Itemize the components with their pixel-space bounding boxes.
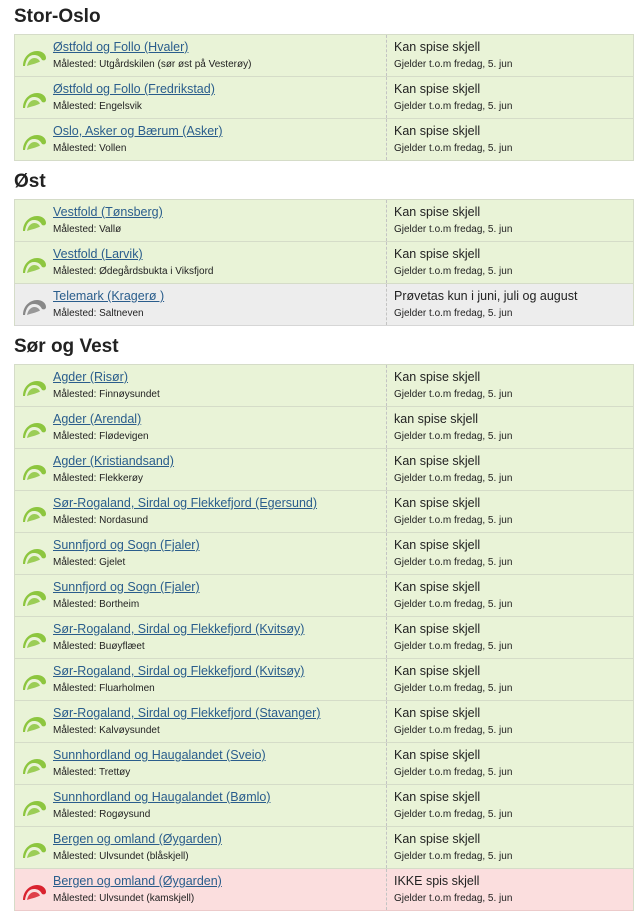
status-cell	[387, 77, 633, 118]
place-link[interactable]: Agder (Risør)	[53, 370, 129, 384]
status-icon-cell	[15, 743, 53, 784]
status-cell	[387, 743, 633, 784]
location-row	[15, 743, 633, 785]
valid-until: Gjelder t.o.m fredag, 5. jun	[394, 599, 513, 610]
status-cell	[387, 575, 633, 616]
place-cell	[53, 284, 387, 325]
measuring-site: Målested: Utgårdskilen (sør øst på Vesterøy)	[53, 59, 252, 70]
region-section	[0, 330, 640, 911]
status-cell	[387, 785, 633, 826]
mussel-icon	[21, 841, 47, 859]
status-icon-cell	[15, 617, 53, 658]
valid-until: Gjelder t.o.m fredag, 5. jun	[394, 101, 513, 112]
mussel-icon	[21, 547, 47, 565]
place-link[interactable]: Sør-Rogaland, Sirdal og Flekkefjord (Kvitsøy)	[53, 622, 305, 636]
status-text: Kan spise skjell	[394, 124, 481, 138]
valid-until: Gjelder t.o.m fredag, 5. jun	[394, 851, 513, 862]
place-link[interactable]: Østfold og Follo (Hvaler)	[53, 40, 189, 54]
place-cell	[53, 743, 387, 784]
status-text: Kan spise skjell	[394, 247, 481, 261]
measuring-site: Målested: Nordasund	[53, 515, 149, 526]
mussel-icon	[21, 91, 47, 109]
mussel-icon	[21, 673, 47, 691]
location-row	[15, 701, 633, 743]
place-cell	[53, 659, 387, 700]
place-cell	[53, 533, 387, 574]
region-list	[14, 364, 634, 911]
region-section	[0, 165, 640, 326]
place-cell	[53, 785, 387, 826]
region-title: Stor-Oslo	[14, 6, 101, 27]
status-text: Kan spise skjell	[394, 664, 481, 678]
place-cell	[53, 869, 387, 910]
valid-until: Gjelder t.o.m fredag, 5. jun	[394, 515, 513, 526]
status-cell	[387, 659, 633, 700]
place-cell	[53, 449, 387, 490]
location-row	[15, 365, 633, 407]
status-text: Kan spise skjell	[394, 748, 481, 762]
location-row	[15, 200, 633, 242]
place-cell	[53, 617, 387, 658]
status-icon-cell	[15, 827, 53, 868]
place-link[interactable]: Oslo, Asker og Bærum (Asker)	[53, 124, 223, 138]
status-text: Kan spise skjell	[394, 832, 481, 846]
mussel-icon	[21, 421, 47, 439]
status-cell	[387, 869, 633, 910]
place-link[interactable]: Sør-Rogaland, Sirdal og Flekkefjord (Stavanger)	[53, 706, 321, 720]
measuring-site: Målested: Flekkerøy	[53, 473, 144, 484]
place-link[interactable]: Vestfold (Larvik)	[53, 247, 143, 261]
valid-until: Gjelder t.o.m fredag, 5. jun	[394, 683, 513, 694]
place-link[interactable]: Sør-Rogaland, Sirdal og Flekkefjord (Egersund)	[53, 496, 318, 510]
valid-until: Gjelder t.o.m fredag, 5. jun	[394, 809, 513, 820]
status-icon-cell	[15, 407, 53, 448]
place-link[interactable]: Bergen og omland (Øygarden)	[53, 832, 222, 846]
valid-until: Gjelder t.o.m fredag, 5. jun	[394, 725, 513, 736]
mussel-icon	[21, 589, 47, 607]
region-title: Øst	[14, 171, 46, 192]
status-icon-cell	[15, 785, 53, 826]
location-row	[15, 242, 633, 284]
place-cell	[53, 407, 387, 448]
measuring-site: Målested: Trettøy	[53, 767, 131, 778]
status-text: kan spise skjell	[394, 412, 479, 426]
location-row	[15, 869, 633, 911]
status-cell	[387, 200, 633, 241]
status-cell	[387, 617, 633, 658]
location-row	[15, 785, 633, 827]
location-row	[15, 449, 633, 491]
status-text: Kan spise skjell	[394, 205, 481, 219]
valid-until: Gjelder t.o.m fredag, 5. jun	[394, 473, 513, 484]
place-cell	[53, 701, 387, 742]
measuring-site: Målested: Bortheim	[53, 599, 140, 610]
valid-until: Gjelder t.o.m fredag, 5. jun	[394, 893, 513, 904]
measuring-site: Målested: Buøyflæet	[53, 641, 145, 652]
region-list	[14, 199, 634, 326]
place-cell	[53, 119, 387, 160]
status-text: Prøvetas kun i juni, juli og august	[394, 289, 578, 303]
status-text: Kan spise skjell	[394, 496, 481, 510]
valid-until: Gjelder t.o.m fredag, 5. jun	[394, 389, 513, 400]
mussel-icon	[21, 463, 47, 481]
status-cell	[387, 242, 633, 283]
measuring-site: Målested: Vallø	[53, 224, 122, 235]
status-cell	[387, 491, 633, 532]
mussel-icon	[21, 256, 47, 274]
status-text: Kan spise skjell	[394, 706, 481, 720]
place-cell	[53, 200, 387, 241]
status-cell	[387, 365, 633, 406]
status-text: Kan spise skjell	[394, 790, 481, 804]
measuring-site: Målested: Finnøysundet	[53, 389, 160, 400]
location-row	[15, 617, 633, 659]
place-cell	[53, 575, 387, 616]
location-row	[15, 659, 633, 701]
place-cell	[53, 491, 387, 532]
status-cell	[387, 701, 633, 742]
place-cell	[53, 365, 387, 406]
valid-until: Gjelder t.o.m fredag, 5. jun	[394, 143, 513, 154]
location-row	[15, 491, 633, 533]
measuring-site: Målested: Rogøysund	[53, 809, 151, 820]
place-link[interactable]: Sunnhordland og Haugalandet (Sveio)	[53, 748, 266, 762]
location-row	[15, 119, 633, 161]
location-row	[15, 407, 633, 449]
place-link[interactable]: Sunnfjord og Sogn (Fjaler)	[53, 538, 200, 552]
measuring-site: Målested: Kalvøysundet	[53, 725, 160, 736]
status-cell	[387, 35, 633, 76]
measuring-site: Målested: Ulvsundet (kamskjell)	[53, 893, 195, 904]
mussel-icon	[21, 631, 47, 649]
place-link[interactable]: Sunnfjord og Sogn (Fjaler)	[53, 580, 200, 594]
region-section	[0, 0, 640, 161]
status-icon-cell	[15, 449, 53, 490]
status-text: Kan spise skjell	[394, 40, 481, 54]
mussel-icon	[21, 799, 47, 817]
status-icon-cell	[15, 575, 53, 616]
place-link[interactable]: Østfold og Follo (Fredrikstad)	[53, 82, 215, 96]
status-cell	[387, 827, 633, 868]
mussel-icon	[21, 133, 47, 151]
measuring-site: Målested: Ødegårdsbukta i Viksfjord	[53, 266, 214, 277]
mussel-icon	[21, 214, 47, 232]
valid-until: Gjelder t.o.m fredag, 5. jun	[394, 266, 513, 277]
status-icon-cell	[15, 365, 53, 406]
status-cell	[387, 284, 633, 325]
region-title: Sør og Vest	[14, 336, 119, 357]
status-icon-cell	[15, 77, 53, 118]
mussel-icon	[21, 757, 47, 775]
status-icon-cell	[15, 284, 53, 325]
valid-until: Gjelder t.o.m fredag, 5. jun	[394, 431, 513, 442]
location-row	[15, 77, 633, 119]
place-link[interactable]: Vestfold (Tønsberg)	[53, 205, 163, 219]
status-text: Kan spise skjell	[394, 454, 481, 468]
valid-until: Gjelder t.o.m fredag, 5. jun	[394, 224, 513, 235]
measuring-site: Målested: Saltneven	[53, 308, 144, 319]
status-icon-cell	[15, 869, 53, 910]
location-row	[15, 827, 633, 869]
measuring-site: Målested: Flødevigen	[53, 431, 149, 442]
measuring-site: Målested: Engelsvik	[53, 101, 142, 112]
measuring-site: Målested: Gjelet	[53, 557, 126, 568]
status-icon-cell	[15, 119, 53, 160]
status-cell	[387, 407, 633, 448]
mussel-icon	[21, 505, 47, 523]
status-cell	[387, 533, 633, 574]
status-text: IKKE spis skjell	[394, 874, 480, 888]
valid-until: Gjelder t.o.m fredag, 5. jun	[394, 308, 513, 319]
mussel-icon	[21, 715, 47, 733]
status-text: Kan spise skjell	[394, 82, 481, 96]
status-icon-cell	[15, 200, 53, 241]
valid-until: Gjelder t.o.m fredag, 5. jun	[394, 557, 513, 568]
status-text: Kan spise skjell	[394, 538, 481, 552]
valid-until: Gjelder t.o.m fredag, 5. jun	[394, 641, 513, 652]
location-row	[15, 284, 633, 326]
place-cell	[53, 242, 387, 283]
mussel-icon	[21, 49, 47, 67]
place-link[interactable]: Sør-Rogaland, Sirdal og Flekkefjord (Kvitsøy)	[53, 664, 305, 678]
status-icon-cell	[15, 35, 53, 76]
mussel-icon	[21, 298, 47, 316]
status-icon-cell	[15, 701, 53, 742]
status-text: Kan spise skjell	[394, 622, 481, 636]
measuring-site: Målested: Vollen	[53, 143, 127, 154]
place-link[interactable]: Sunnhordland og Haugalandet (Bømlo)	[53, 790, 271, 804]
status-icon-cell	[15, 533, 53, 574]
location-row	[15, 533, 633, 575]
mussel-icon	[21, 379, 47, 397]
place-link[interactable]: Bergen og omland (Øygarden)	[53, 874, 222, 888]
status-cell	[387, 119, 633, 160]
location-row	[15, 575, 633, 617]
status-text: Kan spise skjell	[394, 370, 481, 384]
region-list	[14, 34, 634, 161]
status-icon-cell	[15, 242, 53, 283]
valid-until: Gjelder t.o.m fredag, 5. jun	[394, 767, 513, 778]
mussel-icon	[21, 883, 47, 901]
location-row	[15, 35, 633, 77]
place-cell	[53, 35, 387, 76]
place-link[interactable]: Agder (Arendal)	[53, 412, 142, 426]
status-cell	[387, 449, 633, 490]
place-link[interactable]: Agder (Kristiandsand)	[53, 454, 174, 468]
measuring-site: Målested: Ulvsundet (blåskjell)	[53, 851, 189, 862]
place-link[interactable]: Telemark (Kragerø )	[53, 289, 165, 303]
status-text: Kan spise skjell	[394, 580, 481, 594]
place-cell	[53, 77, 387, 118]
place-cell	[53, 827, 387, 868]
status-icon-cell	[15, 659, 53, 700]
measuring-site: Målested: Fluarholmen	[53, 683, 155, 694]
valid-until: Gjelder t.o.m fredag, 5. jun	[394, 59, 513, 70]
status-icon-cell	[15, 491, 53, 532]
